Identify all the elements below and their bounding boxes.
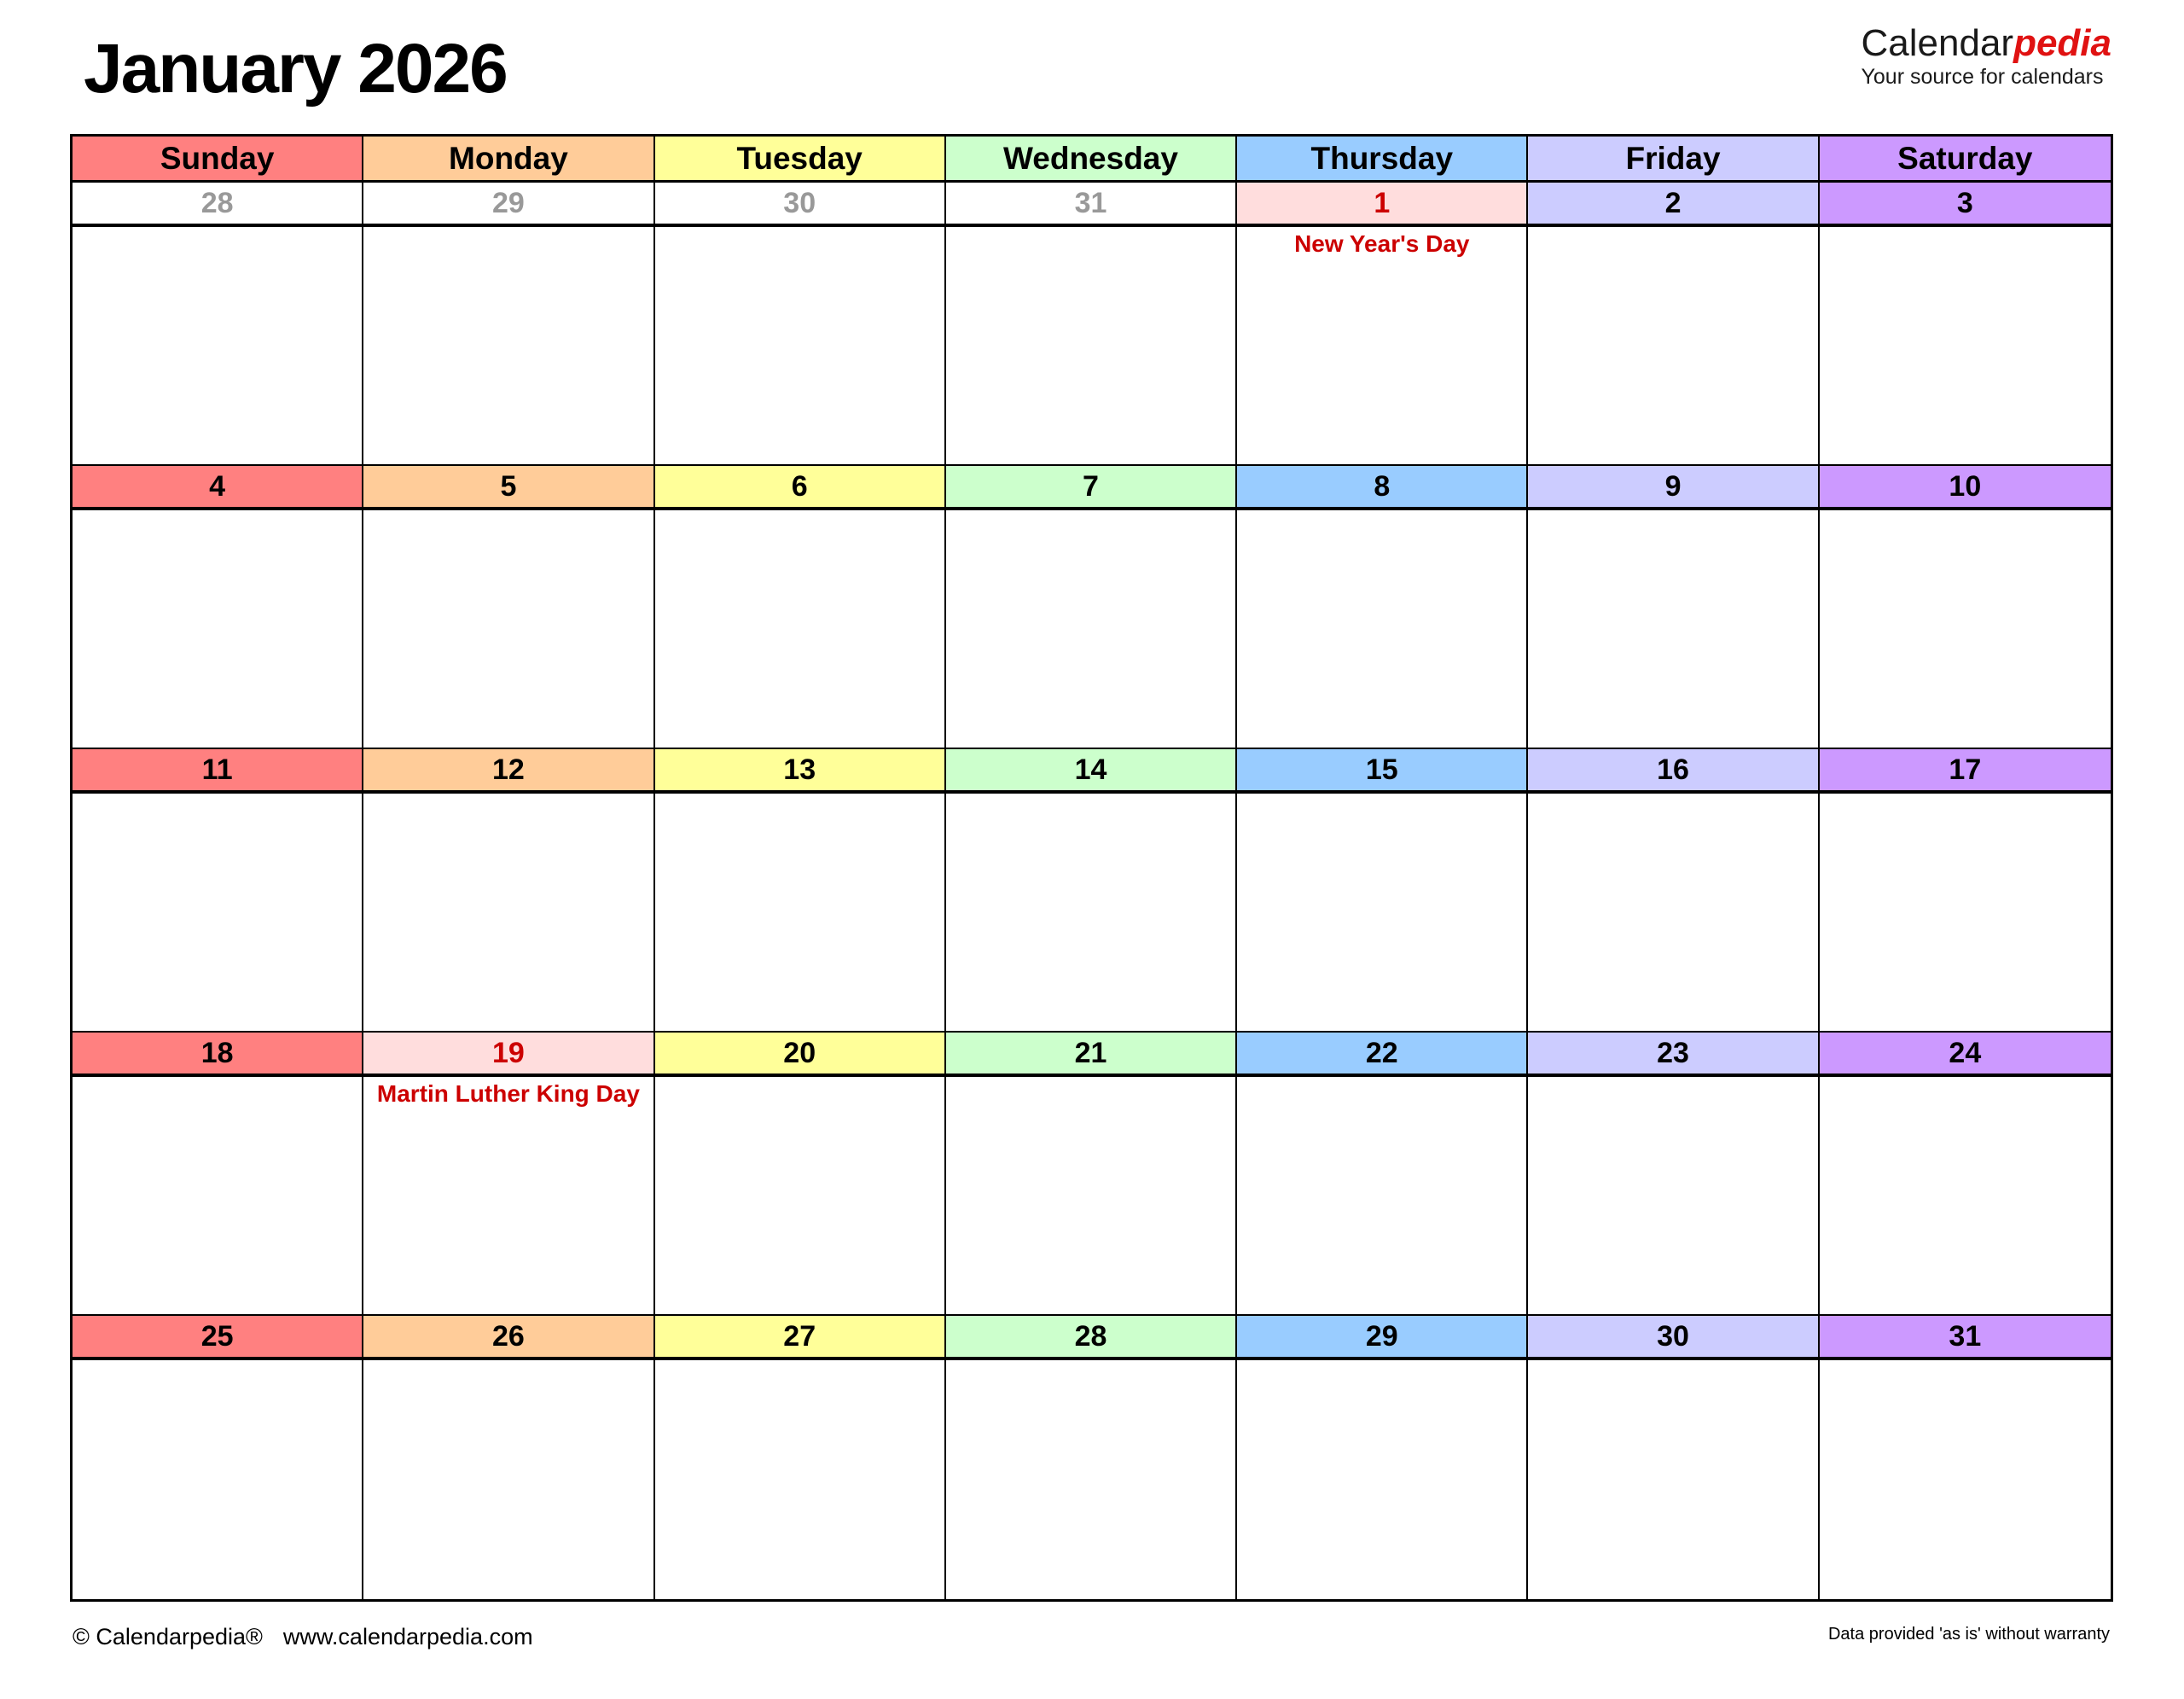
day-number-cell: 27 bbox=[655, 1316, 946, 1360]
day-event-cell bbox=[363, 227, 654, 466]
day-event-cell bbox=[655, 510, 946, 749]
day-event-cell bbox=[1237, 1077, 1528, 1316]
day-event-cell bbox=[1528, 227, 1819, 466]
logo-text-black: Calendar bbox=[1861, 22, 2014, 64]
day-event-cell bbox=[73, 1077, 363, 1316]
day-event-cell bbox=[1237, 794, 1528, 1033]
day-number-cell: 20 bbox=[655, 1033, 946, 1077]
footer-disclaimer: Data provided 'as is' without warranty bbox=[1827, 1625, 2110, 1644]
day-number-cell: 14 bbox=[946, 749, 1237, 794]
holiday-label: New Year's Day bbox=[1294, 230, 1470, 257]
day-event-cell bbox=[655, 1360, 946, 1599]
day-event-cell bbox=[1237, 1360, 1528, 1599]
day-number-cell: 16 bbox=[1528, 749, 1819, 794]
day-event-cell bbox=[1820, 227, 2111, 466]
day-number-cell: 11 bbox=[73, 749, 363, 794]
weekday-header-wednesday: Wednesday bbox=[946, 137, 1237, 183]
day-number-cell: 4 bbox=[73, 466, 363, 510]
weekday-header-saturday: Saturday bbox=[1820, 137, 2111, 183]
day-number-cell: 28 bbox=[946, 1316, 1237, 1360]
day-event-cell bbox=[363, 794, 654, 1033]
copyright-text: © Calendarpedia® bbox=[73, 1624, 263, 1650]
day-event-cell bbox=[655, 227, 946, 466]
day-event-cell bbox=[1820, 1077, 2111, 1316]
day-number-cell: 29 bbox=[363, 183, 654, 227]
day-number-cell: 31 bbox=[946, 183, 1237, 227]
day-event-cell bbox=[1820, 510, 2111, 749]
day-number-cell: 29 bbox=[1237, 1316, 1528, 1360]
day-event-cell bbox=[1237, 227, 1528, 466]
day-number-cell: 30 bbox=[655, 183, 946, 227]
page-title: January 2026 bbox=[84, 30, 507, 108]
week-number-row bbox=[73, 466, 2111, 510]
week-event-row bbox=[73, 1360, 2111, 1599]
day-event-cell bbox=[73, 1360, 363, 1599]
day-event-cell bbox=[363, 1077, 654, 1316]
day-event-cell bbox=[1820, 794, 2111, 1033]
day-number-cell: 24 bbox=[1820, 1033, 2111, 1077]
day-number-cell: 8 bbox=[1237, 466, 1528, 510]
day-event-cell bbox=[1237, 510, 1528, 749]
day-event-cell bbox=[1528, 794, 1819, 1033]
weekday-header-row bbox=[73, 137, 2111, 183]
day-number-cell: 6 bbox=[655, 466, 946, 510]
day-number-cell: 15 bbox=[1237, 749, 1528, 794]
day-number-cell: 25 bbox=[73, 1316, 363, 1360]
day-event-cell bbox=[1528, 1360, 1819, 1599]
day-number-cell: 17 bbox=[1820, 749, 2111, 794]
day-event-cell bbox=[363, 510, 654, 749]
weekday-header-tuesday: Tuesday bbox=[655, 137, 946, 183]
day-number-cell: 2 bbox=[1528, 183, 1819, 227]
day-event-cell bbox=[1820, 1360, 2111, 1599]
day-event-cell bbox=[946, 1360, 1237, 1599]
day-number-cell: 5 bbox=[363, 466, 654, 510]
day-event-cell bbox=[946, 1077, 1237, 1316]
day-number-cell: 9 bbox=[1528, 466, 1819, 510]
day-number-cell: 12 bbox=[363, 749, 654, 794]
week-event-row bbox=[73, 510, 2111, 749]
logo-text-red: pedia bbox=[2013, 22, 2111, 64]
week-number-row bbox=[73, 1316, 2111, 1360]
day-event-cell bbox=[73, 794, 363, 1033]
week-number-row bbox=[73, 183, 2111, 227]
footer-website-link[interactable]: www.calendarpedia.com bbox=[282, 1624, 533, 1650]
day-number-cell: 18 bbox=[73, 1033, 363, 1077]
weeks-container bbox=[73, 183, 2111, 1599]
week-number-row bbox=[73, 749, 2111, 794]
logo-tagline: Your source for calendars bbox=[1861, 65, 2104, 90]
day-event-cell bbox=[946, 510, 1237, 749]
holiday-label: Martin Luther King Day bbox=[376, 1080, 640, 1107]
weekday-header-monday: Monday bbox=[363, 137, 654, 183]
week-number-row bbox=[73, 1033, 2111, 1077]
week-event-row bbox=[73, 1077, 2111, 1316]
day-event-cell bbox=[1528, 510, 1819, 749]
day-event-cell bbox=[73, 227, 363, 466]
day-event-cell bbox=[655, 794, 946, 1033]
calendar-grid bbox=[70, 134, 2113, 1602]
day-number-cell: 3 bbox=[1820, 183, 2111, 227]
day-number-cell: 7 bbox=[946, 466, 1237, 510]
day-number-cell: 30 bbox=[1528, 1316, 1819, 1360]
day-event-cell bbox=[946, 227, 1237, 466]
day-event-cell bbox=[946, 794, 1237, 1033]
day-event-cell bbox=[363, 1360, 654, 1599]
day-number-cell: 10 bbox=[1820, 466, 2111, 510]
day-number-cell: 21 bbox=[946, 1033, 1237, 1077]
day-number-cell: 26 bbox=[363, 1316, 654, 1360]
day-number-cell: 22 bbox=[1237, 1033, 1528, 1077]
day-event-cell bbox=[655, 1077, 946, 1316]
day-number-cell: 28 bbox=[73, 183, 363, 227]
logo-wordmark bbox=[1862, 24, 2111, 63]
week-event-row bbox=[73, 227, 2111, 466]
day-number-cell: 13 bbox=[655, 749, 946, 794]
day-event-cell bbox=[1528, 1077, 1819, 1316]
day-event-cell bbox=[73, 510, 363, 749]
footer-copyright bbox=[73, 1624, 533, 1650]
day-number-cell: 31 bbox=[1820, 1316, 2111, 1360]
day-number-cell: 1 bbox=[1237, 183, 1528, 227]
week-event-row bbox=[73, 794, 2111, 1033]
weekday-header-friday: Friday bbox=[1528, 137, 1819, 183]
day-number-cell: 19 bbox=[363, 1033, 654, 1077]
weekday-header-thursday: Thursday bbox=[1237, 137, 1528, 183]
day-number-cell: 23 bbox=[1528, 1033, 1819, 1077]
calendarpedia-logo[interactable] bbox=[1862, 24, 2111, 90]
weekday-header-sunday: Sunday bbox=[73, 137, 363, 183]
